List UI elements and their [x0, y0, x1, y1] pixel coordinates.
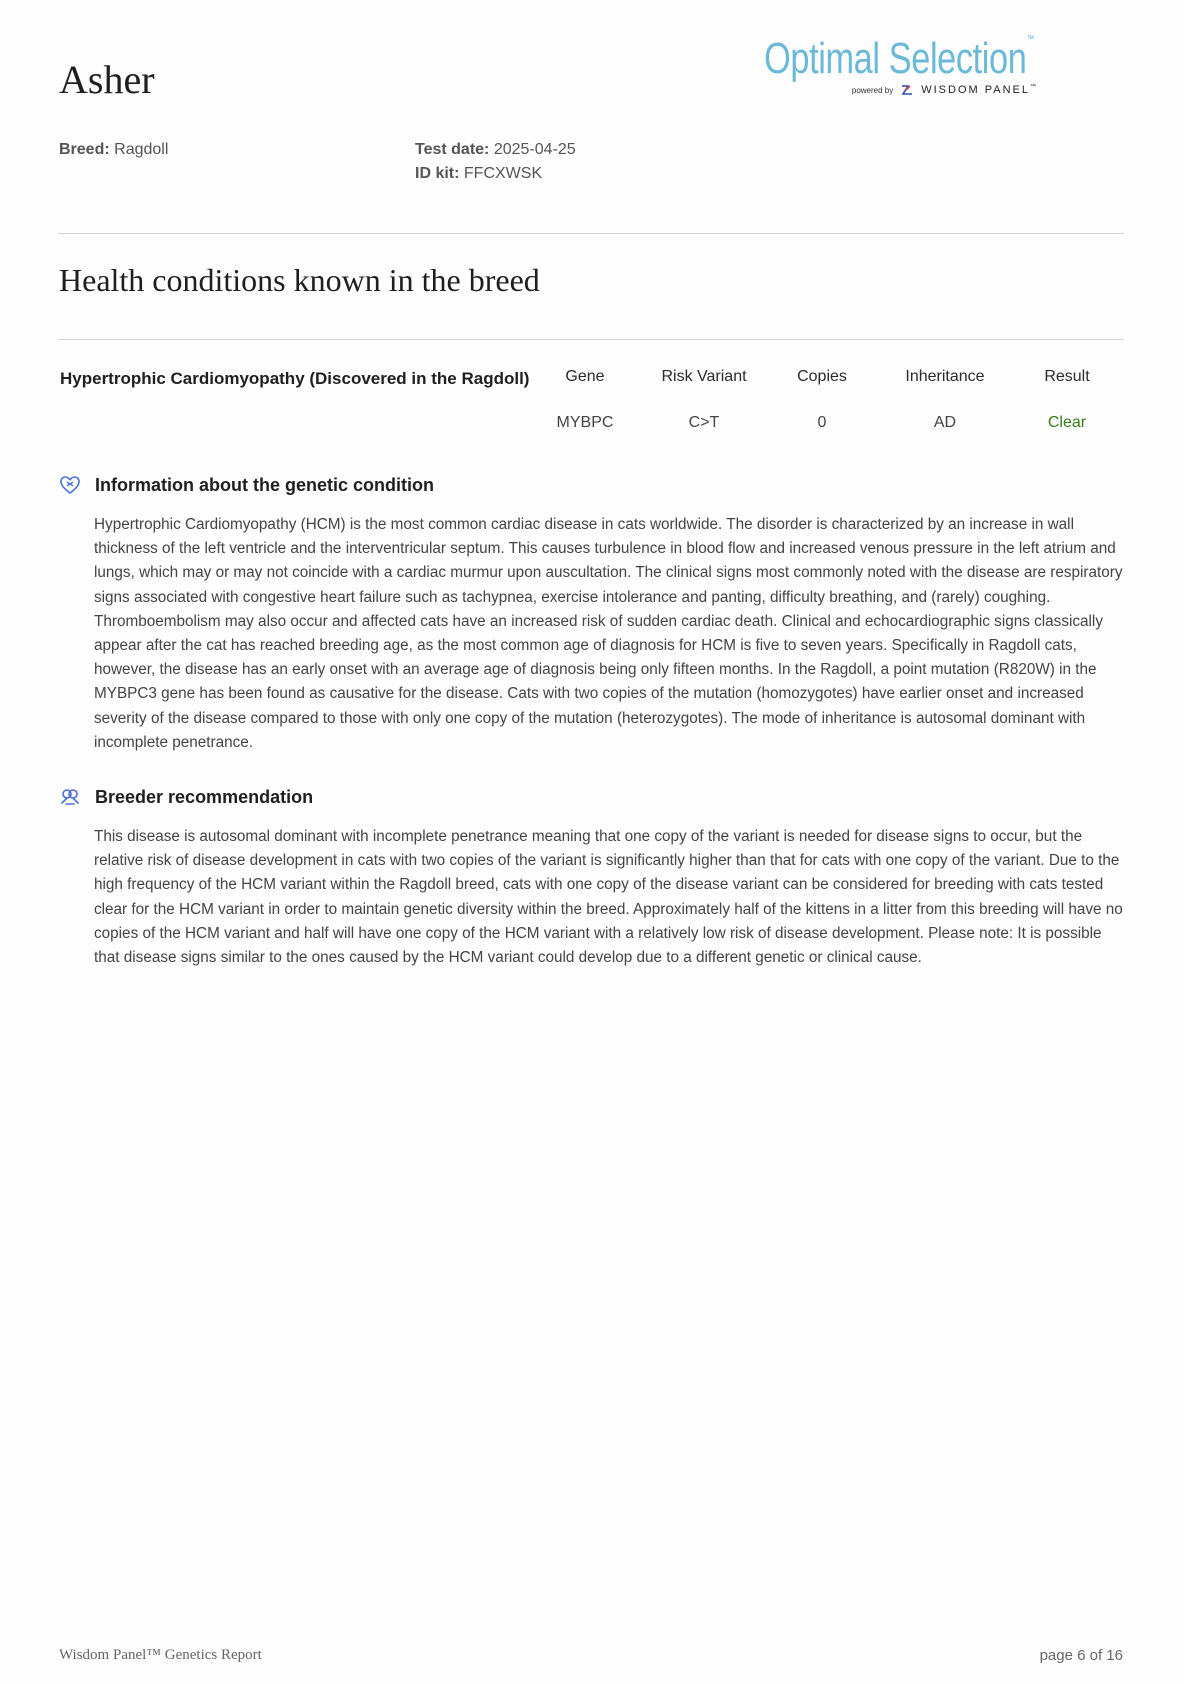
test-date-value: 2025-04-25 — [493, 141, 576, 158]
logo-title: Optimal Selection™ — [764, 34, 1034, 83]
column-header-copies: Copies — [797, 368, 847, 385]
result-table — [527, 368, 1123, 444]
optimal-selection-logo — [764, 34, 1038, 104]
breeding-icon — [59, 786, 81, 808]
info-text: Hypertrophic Cardiomyopathy (HCM) is the most common cardiac disease in cats worldwide. The disorder is characterized by an increase in wall thickness of the left ventricle and the interventricular septum. This causes turbulence in blood flow and increased venous pressure in the left atrium and lungs, which may or may not coincide with a cardiac murmur upon auscultation. The clinical signs most commonly noted with the disease are respiratory signs associated with congestive heart failure such as tachypnea, exercise intolerance and panting, difficulty breathing, and (rarely) coughing. Thromboembolism may also occur and affected cats have an increased risk of sudden cardiac death. Clinical and echocardiographic signs classically appear after the cat has reached breeding age, as the most common age of diagnosis for HCM is five to seven years. Specifically in Ragdoll cats, however, the disease has an early onset with an average age of diagnosis being only fifteen months. In the Ragdoll, a point mutation (R820W) in the MYBPC3 gene has been found as causative for the disease. Cats with two copies of the mutation (homozygotes) have earlier onset and increased severity of the disease compared to those with only one copy of the mutation (heterozygotes). The mode of inheritance is autosomal dominant with incomplete penetrance. — [94, 516, 1123, 751]
test-date-label: Test date: — [415, 141, 490, 158]
inheritance-value: AD — [933, 414, 957, 431]
table-row — [527, 396, 1123, 444]
recommendation-heading: Breeder recommendation — [95, 786, 314, 807]
breed-info — [59, 138, 168, 162]
heart-dna-icon — [59, 474, 81, 496]
breed-label: Breed: — [59, 141, 110, 158]
info-heading: Information about the genetic condition — [95, 474, 434, 495]
info-heading-row — [59, 474, 434, 496]
result-value: Clear — [1047, 414, 1087, 431]
pet-name: Asher — [59, 57, 155, 102]
powered-by-label: powered by — [851, 85, 894, 95]
section-title: Health conditions known in the breed — [59, 262, 540, 298]
gene-value: MYBPC — [556, 414, 614, 431]
risk-variant-value: C>T — [688, 414, 720, 431]
column-header-inheritance: Inheritance — [905, 368, 985, 385]
recommendation-heading-row — [59, 786, 313, 808]
footer-report-name: Wisdom Panel™ Genetics Report — [59, 1647, 262, 1663]
id-kit-value: FFCXWSK — [463, 165, 543, 182]
id-kit-label: ID kit: — [415, 165, 460, 182]
wisdom-panel-brand: WISDOM PANEL™ — [921, 84, 1038, 96]
test-info — [415, 138, 576, 186]
wisdom-panel-mark-icon — [901, 84, 913, 96]
copies-value: 0 — [817, 414, 827, 431]
recommendation-text: This disease is autosomal dominant with incomplete penetrance meaning that one copy of the variant is needed for disease signs to occur, but the relative risk of disease development in cats with two copies of the variant is significantly higher than that for cats with one copy of the variant. Due to the high frequency of the HCM variant within the Ragdoll breed, cats with one copy of the disease variant can be considered for breeding with cats tested clear for the HCM variant in order to maintain genetic diversity within the breed. Approximately half of the kittens in a litter from this breeding will have no copies of the HCM variant and half will have one copy of the HCM variant with a relatively low risk of disease development. Please note: It is possible that disease signs similar to the ones caused by the HCM variant could develop due to a different genetic or clinical cause. — [94, 828, 1123, 967]
table-header-row — [527, 368, 1123, 396]
footer-page-number: page 6 of 16 — [1039, 1647, 1123, 1664]
column-header-risk-variant: Risk Variant — [661, 368, 747, 385]
breed-value: Ragdoll — [114, 141, 169, 158]
column-header-gene: Gene — [565, 368, 605, 385]
condition-name: Hypertrophic Cardiomyopathy (Discovered in the Ragdoll) — [60, 369, 530, 388]
logo-subline — [852, 84, 1038, 96]
divider — [58, 233, 1124, 234]
column-header-result: Result — [1044, 368, 1090, 385]
divider — [58, 339, 1124, 340]
